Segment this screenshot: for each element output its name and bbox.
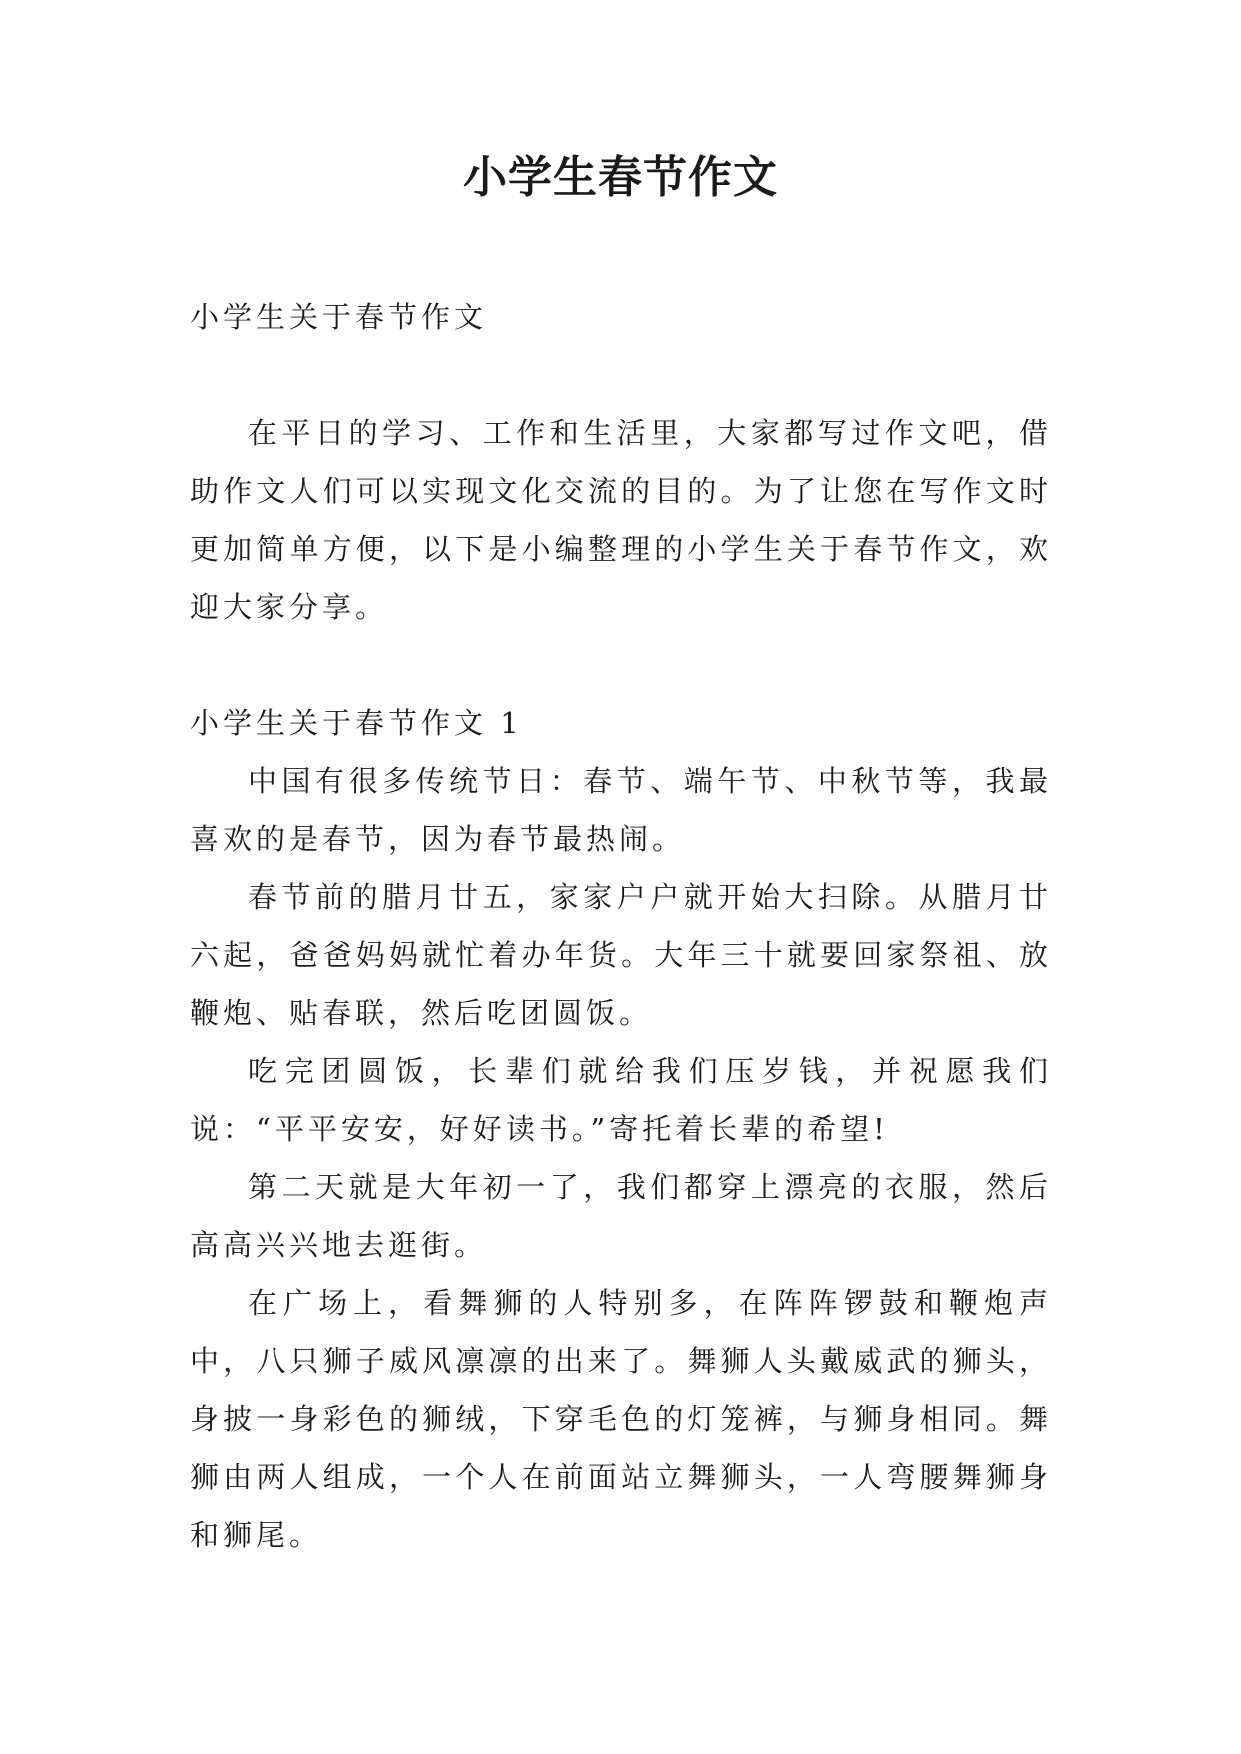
essay-paragraph-2: 春节前的腊月廿五，家家户户就开始大扫除。从腊月廿六起，爸爸妈妈就忙着办年货。大年三十就要回家祭祖、放鞭炮、贴春联，然后吃团圆饭。	[190, 880, 1052, 1030]
essay-paragraph-1: 中国有很多传统节日：春节、端午节、中秋节等，我最喜欢的是春节，因为春节最热闹。	[190, 764, 1052, 856]
document-subtitle: 小学生关于春节作文	[190, 300, 488, 334]
document-title: 小学生春节作文	[463, 152, 778, 203]
intro-paragraph: 在平日的学习、工作和生活里，大家都写过作文吧，借助作文人们可以实现文化交流的目的。为了让您在写作文时更加简单方便，以下是小编整理的小学生关于春节作文，欢迎大家分享。	[190, 416, 1052, 624]
essay-paragraph-5: 在广场上，看舞狮的人特别多，在阵阵锣鼓和鞭炮声中，八只狮子威风凛凛的出来了。舞狮人头戴威武的狮头，身披一身彩色的狮绒，下穿毛色的灯笼裤，与狮身相同。舞狮由两人组成，一个人在前面站立舞狮头，一人弯腰舞狮身和狮尾。	[190, 1286, 1052, 1552]
essay-paragraph-4: 第二天就是大年初一了，我们都穿上漂亮的衣服，然后高高兴兴地去逛街。	[190, 1170, 1052, 1262]
essay-body	[190, 752, 1052, 1564]
essay-paragraph-3: 吃完团圆饭，长辈们就给我们压岁钱，并祝愿我们说：“平平安安，好好读书。”寄托着长辈的希望!	[190, 1054, 1052, 1146]
section-heading: 小学生关于春节作文 1	[190, 706, 523, 740]
